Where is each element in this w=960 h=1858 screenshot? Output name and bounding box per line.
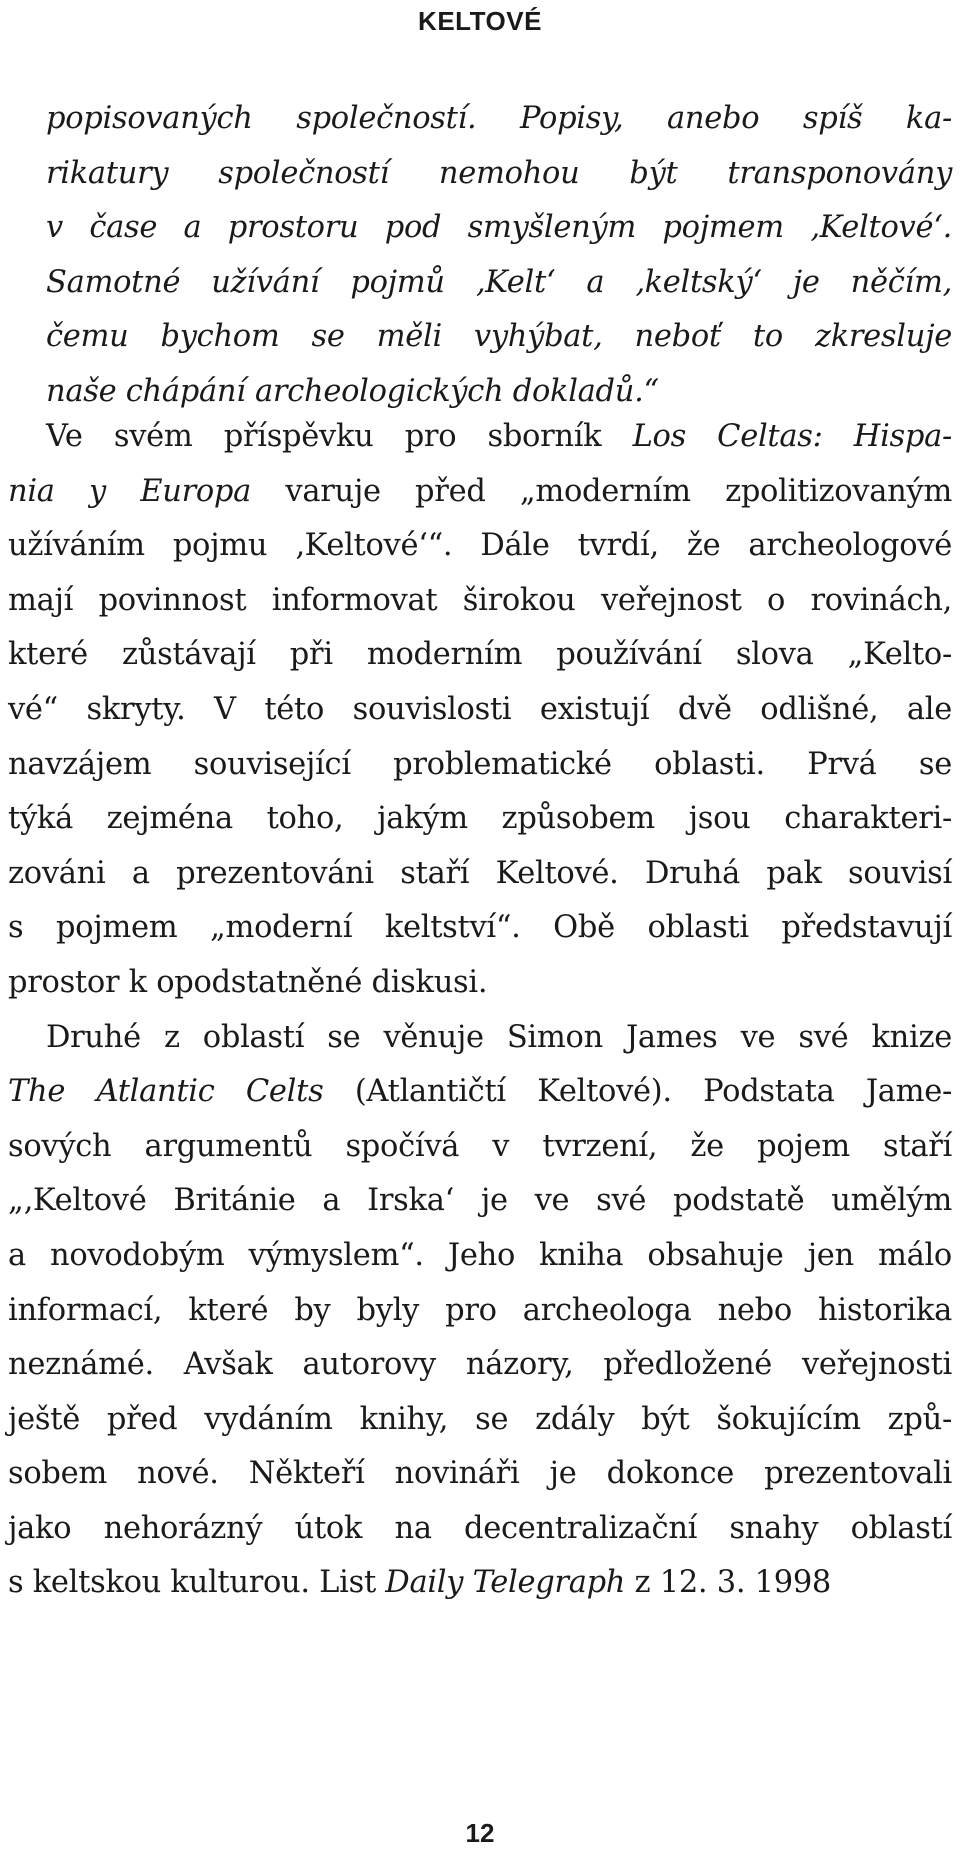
paragraph-2-line: „‚Keltové Británie a Irska‘ je ve své podstatě umělým [8, 1183, 952, 1219]
body-text [8, 410, 952, 1611]
quote-line: popisovaných společností. Popisy, anebo spíš ka- [46, 101, 952, 136]
book-title-italic: Los Celtas: Hispa- [632, 419, 952, 454]
paragraph-1-line: zováni a prezentováni staří Keltové. Druhá pak souvisí [8, 855, 952, 891]
paragraph-1-line: vé“ skryty. V této souvislosti existují dvě odlišné, ale [8, 691, 952, 727]
text-run: (Atlantičtí Keltové). Podstata Jame- [323, 1074, 953, 1110]
paragraph-2-line [8, 1556, 952, 1611]
book-title-italic: The Atlantic Celts [8, 1074, 324, 1110]
quote-line: Samotné užívání pojmů ‚Kelt‘ a ‚keltský‘ je něčím, [46, 264, 952, 300]
paragraph-2-line: sových argumentů spočívá v tvrzení, že pojem staří [8, 1128, 952, 1164]
text-run: varuje před „moderním zpolitizovaným [251, 473, 952, 509]
paragraph-1-line: prostor k opodstatněné diskusi. [8, 964, 488, 1000]
newspaper-title-italic: Daily Telegraph [385, 1565, 626, 1601]
paragraph-2-line: informací, které by byly pro archeologa nebo historika [8, 1292, 952, 1328]
paragraph-1-line: týká zejména toho, jakým způsobem jsou charakteri- [8, 801, 952, 837]
quote-line: naše chápání archeologických dokladů.“ [46, 373, 659, 409]
running-head-title: KELTOVÉ [418, 6, 542, 36]
paragraph-2-line: ještě před vydáním knihy, se zdály být šokujícím způ- [8, 1401, 952, 1437]
text-run: s keltskou kulturou. List [8, 1565, 386, 1601]
book-title-italic: nia y Europa [8, 473, 252, 509]
quote-line: v čase a prostoru pod smyšleným pojmem ‚Keltové‘. [46, 210, 952, 246]
paragraph-1-line: navzájem související problematické oblasti. Prvá se [8, 746, 952, 782]
paragraph-2-line: jako nehorázný útok na decentralizační snahy oblastí [8, 1510, 952, 1546]
paragraph-1-line: které zůstávají při moderním používání slova „Kelto- [8, 637, 952, 673]
paragraph-1-line: užíváním pojmu ‚Keltové‘“. Dále tvrdí, že archeologové [8, 528, 952, 564]
text-run: z 12. 3. 1998 [625, 1565, 832, 1601]
quote-block [46, 92, 952, 420]
text-run: Ve svém příspěvku pro sborník [46, 419, 633, 454]
paragraph-2-line: neznámé. Avšak autorovy názory, předložené veřejnosti [8, 1347, 952, 1383]
paragraph-2-line [8, 1065, 952, 1120]
quote-line: čemu bychom se měli vyhýbat, neboť to zkresluje [46, 319, 952, 355]
paragraph-2-line: a novodobým výmyslem“. Jeho kniha obsahuje jen málo [8, 1237, 952, 1273]
paragraph-2-line: sobem nové. Někteří novináři je dokonce prezentovali [8, 1456, 952, 1492]
quote-line: rikatury společností nemohou být transponovány [46, 155, 952, 191]
paragraph-1-line: s pojmem „moderní keltství“. Obě oblasti představují [8, 910, 952, 946]
paragraph-1-line: mají povinnost informovat širokou veřejnost o rovinách, [8, 582, 952, 618]
paragraph-1-line [8, 465, 952, 520]
paragraph-1-line [8, 410, 952, 465]
paragraph-2-line: Druhé z oblastí se věnuje Simon James ve své knize [46, 1019, 952, 1055]
page-number: 12 [465, 1818, 495, 1848]
